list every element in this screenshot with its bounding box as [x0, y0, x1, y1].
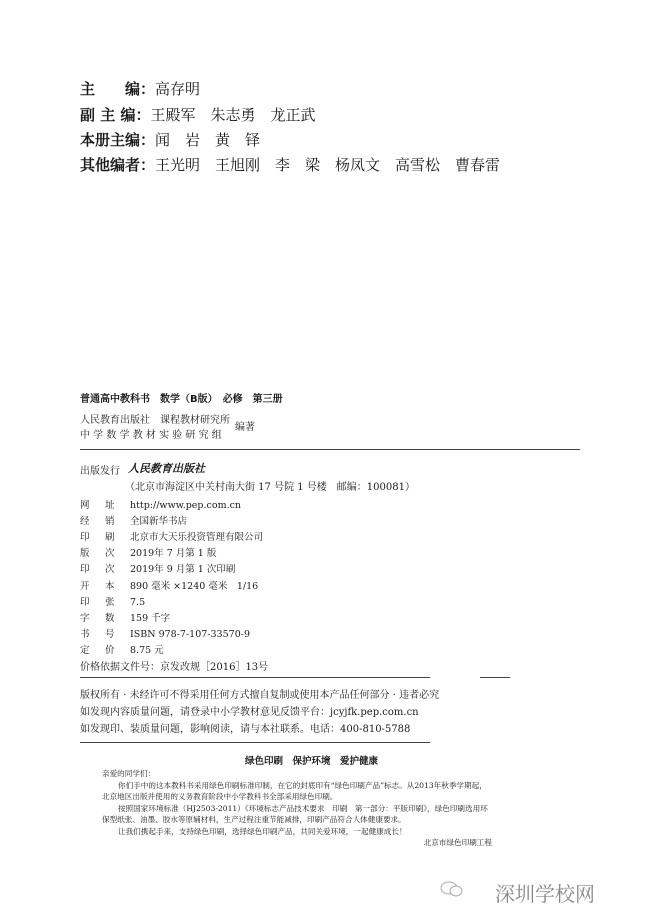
detail-row: [80, 594, 145, 608]
editor-line: 本册主编：闻 岩 黄 铎: [80, 131, 261, 149]
content-feedback: 如发现内容质量问题，请登录中小学教材意见反馈平台：jcyjfk.pep.com.cn: [80, 707, 419, 718]
publisher-label: 出版发行: [80, 466, 120, 477]
detail-row: [80, 642, 164, 656]
detail-value: 2019年 9 月第 1 次印刷: [130, 564, 236, 576]
author-role: 编著: [235, 422, 255, 433]
detail-key-1: 印: [80, 564, 90, 576]
detail-value: 北京市大天乐投资管理有限公司: [130, 532, 264, 544]
paragraph: 让我们携起手来，支持绿色印刷，选择绿色印刷产品，共同关爱环境，一起健康成长！: [118, 826, 407, 836]
detail-key-2: 本: [105, 580, 115, 592]
divider: [80, 677, 430, 678]
publisher-logo: 人民教育出版社: [128, 462, 205, 475]
detail-key-2: 价: [105, 644, 115, 656]
author-line-1: 人民教育出版社 课程教材研究所: [80, 415, 230, 426]
detail-key-2: 次: [105, 548, 115, 560]
greeting: 亲爱的同学们：: [102, 769, 156, 778]
detail-key-1: 经: [80, 516, 90, 528]
publisher-address: （北京市海淀区中关村南大街 17 号院 1 号楼 邮编：100081）: [125, 482, 415, 493]
detail-key-1: 版: [80, 548, 90, 560]
detail-row: [80, 561, 235, 575]
detail-value: 159 千字: [130, 612, 171, 624]
paragraph: 你们手中的这本教科书采用绿色印刷标准印制，在它的封底印有“绿色印刷产品”标志。从2013年秋季学期起，北京地区出版并使用的义务教育阶段中小学教科书全部采用绿色印刷。: [102, 780, 487, 801]
divider: [80, 742, 430, 743]
detail-row: [80, 529, 263, 543]
editor-line: 副 主 编：王殿军 朱志勇 龙正武: [80, 106, 316, 124]
price-basis: 价格依据文件号：京发改规［2016］13号: [80, 662, 269, 673]
detail-value: http://www.pep.com.cn: [130, 500, 242, 511]
detail-key-1: 印: [80, 532, 90, 544]
detail-key-1: 字: [80, 612, 90, 624]
detail-key-2: 数: [105, 612, 115, 624]
detail-key-1: 网: [80, 500, 90, 511]
detail-key-1: 定: [80, 644, 90, 656]
detail-key-1: 开: [80, 580, 90, 592]
signature: 北京市绿色印刷工程: [423, 838, 492, 847]
detail-value: ISBN 978-7-107-33570-9: [130, 628, 250, 640]
detail-key-2: 号: [105, 628, 115, 640]
detail-value: 8.75 元: [130, 644, 164, 656]
detail-row: [80, 545, 216, 559]
editor-line: 其他编者：王光明 王旭刚 李 梁 杨凤文 高雪松 曹春雷: [80, 156, 501, 174]
detail-key-2: 次: [105, 564, 115, 576]
detail-value: 全国新华书店: [130, 516, 188, 528]
detail-row: [80, 513, 187, 527]
watermark: 深圳学校网: [495, 882, 595, 906]
detail-value: 890 毫米 ×1240 毫米 1/16: [130, 580, 259, 592]
copyright-notice: 版权所有 · 未经许可不得采用任何方式擅自复制或使用本产品任何部分 · 违者必究: [80, 690, 440, 701]
detail-value: 7.5: [130, 596, 146, 608]
divider: [80, 449, 580, 450]
detail-key-1: 印: [80, 596, 90, 608]
detail-key-2: 销: [105, 516, 115, 528]
detail-key-1: 书: [80, 628, 90, 640]
detail-row: [80, 610, 170, 624]
detail-row: [80, 578, 258, 592]
green-print-letter: [102, 768, 492, 849]
detail-key-2: 张: [105, 596, 115, 608]
paragraph: 按照国家环境标准（HJ2503-2011）《环境标志产品技术要求 印刷 第一部分：平版印刷》，绿色印刷选用环保型纸张、油墨、胶水等原辅材料，生产过程注重节能减排，印刷产品符合人体健康要求。: [102, 803, 488, 824]
editor-line: 主 编：高存明: [80, 80, 201, 98]
detail-row: [80, 626, 250, 640]
divider: [480, 677, 510, 678]
detail-key-2: 刷: [105, 532, 115, 544]
author-line-2: 中 学 数 学 教 材 实 验 研 究 组: [80, 430, 222, 441]
detail-value: 2019年 7 月第 1 版: [130, 548, 217, 560]
green-print-title: 绿色印刷 保护环境 爱护健康: [245, 756, 379, 767]
print-quality-contact: 如发现印、装质量问题，影响阅读，请与本社联系。电话：400-810-5788: [80, 724, 411, 735]
wechat-icon: [440, 880, 464, 898]
detail-key-2: 址: [105, 500, 115, 511]
detail-row: [80, 497, 241, 511]
book-title: 普通高中教科书 数学（B版） 必修 第三册: [80, 394, 283, 405]
